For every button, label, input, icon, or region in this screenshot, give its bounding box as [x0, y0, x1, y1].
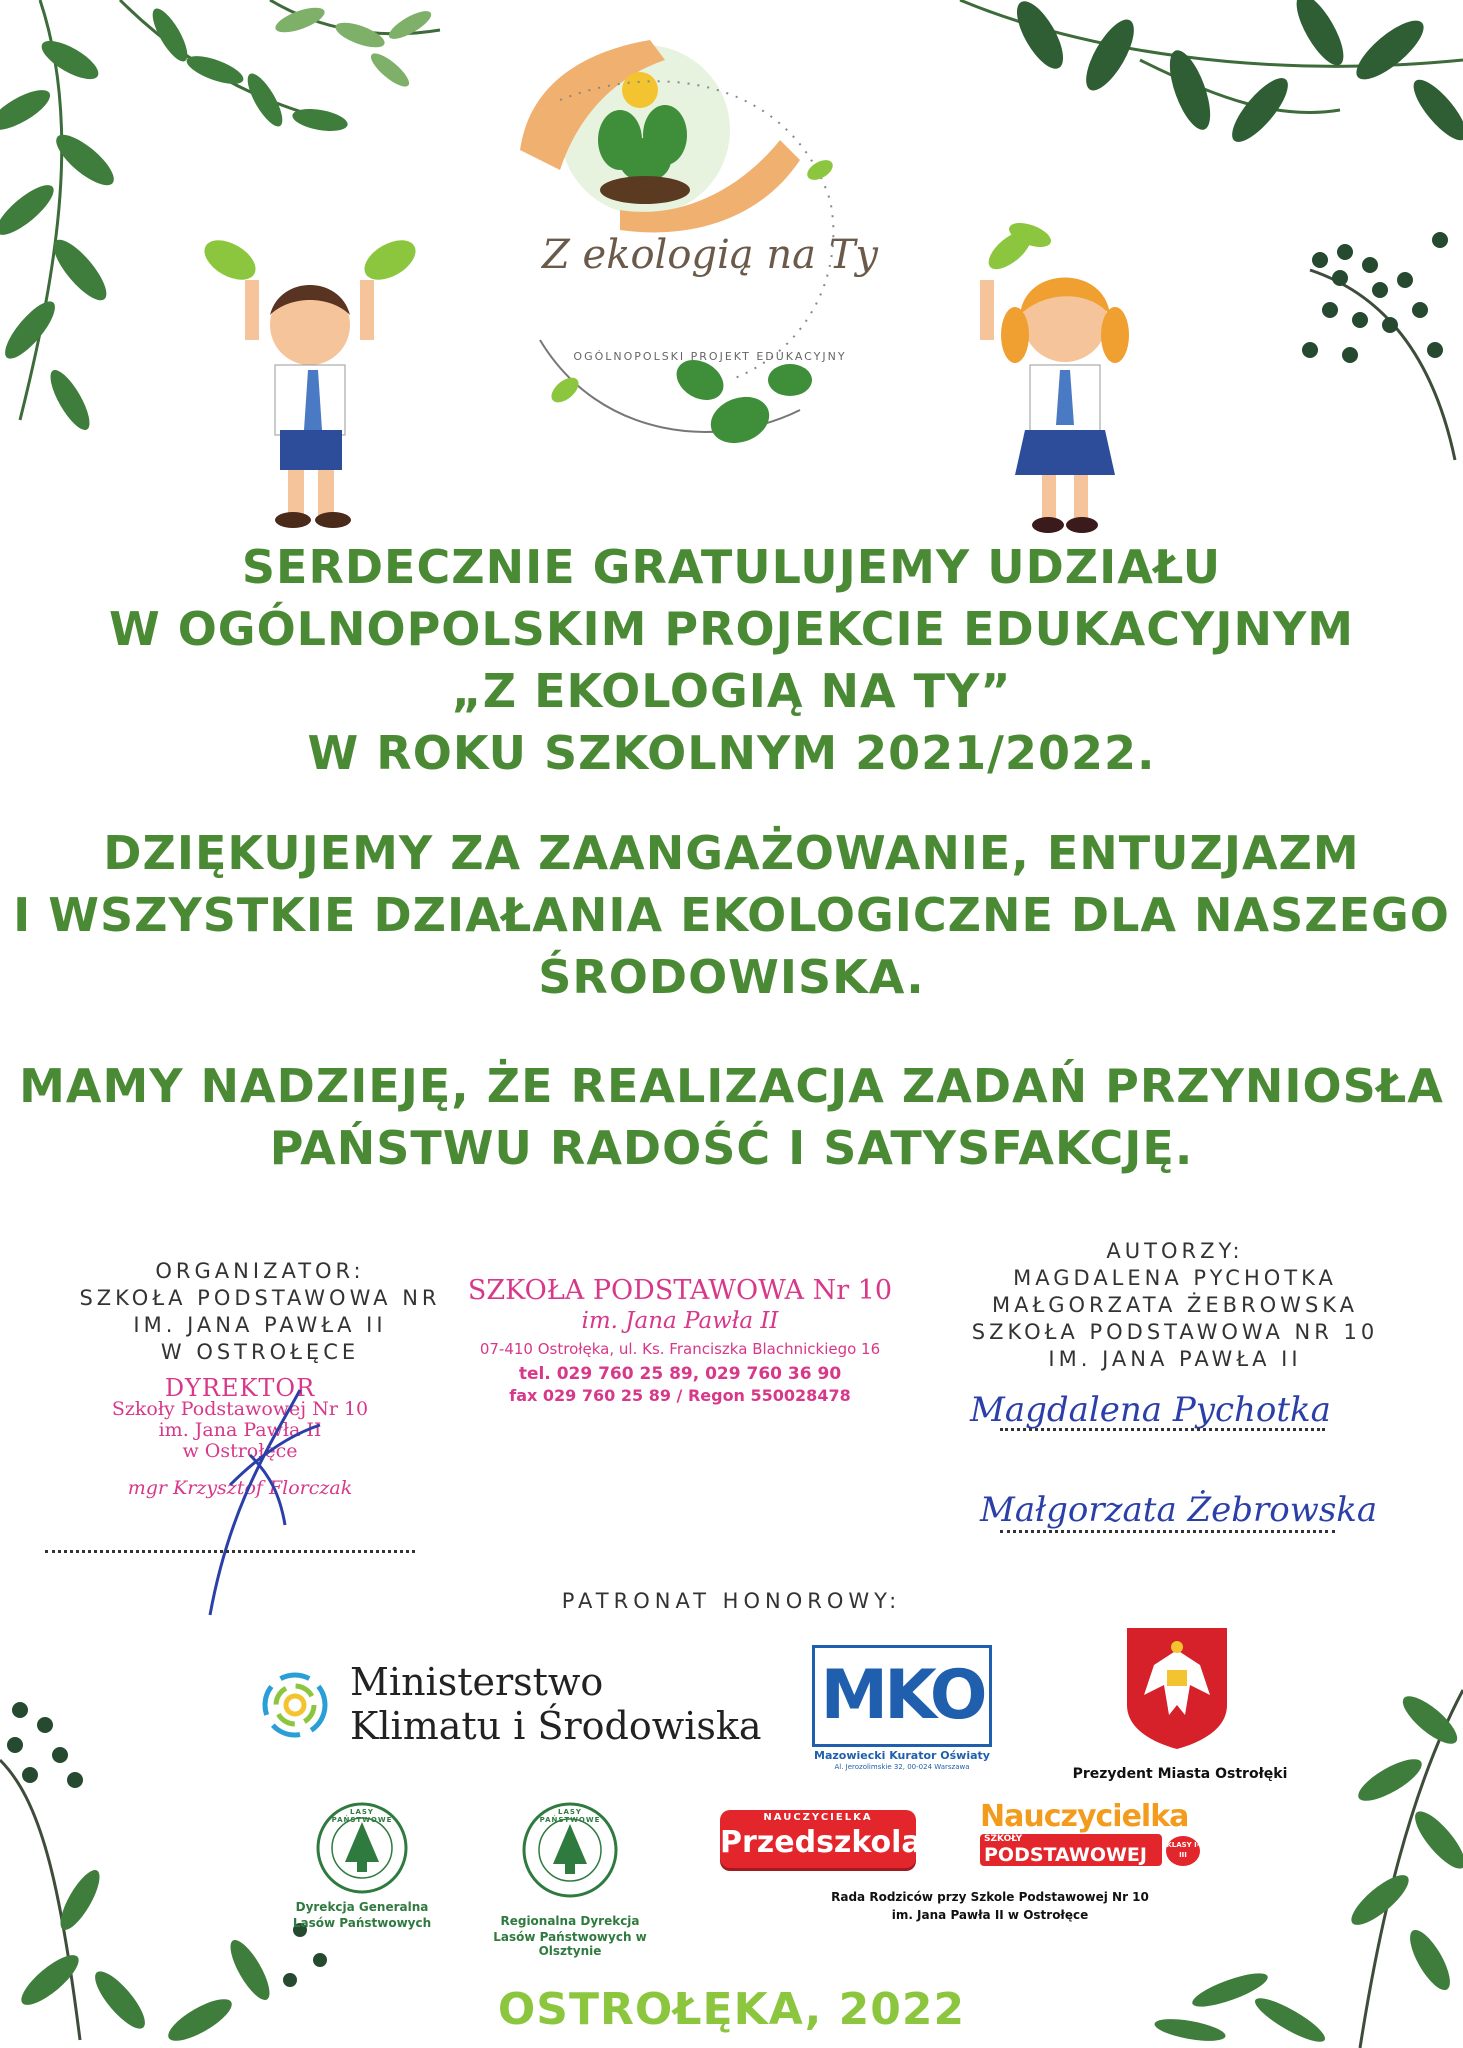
headline-line: ŚRODOWISKA.: [538, 950, 925, 1004]
nauczycielka-przedszkola-logo: [720, 1810, 922, 1868]
headline-thanks: [0, 822, 1463, 1008]
president-label: Prezydent Miasta Ostrołęki: [1072, 1766, 1288, 1782]
rada-rodzicow: [800, 1888, 1180, 1924]
headline-line: DZIĘKUJEMY ZA ZAANGAŻOWANIE, ENTUZJAZM: [103, 826, 1360, 880]
boy-illustration: [190, 230, 430, 540]
organizer-line: W OSTROŁĘCE: [160, 1340, 360, 1364]
mko-logo: [812, 1645, 992, 1770]
lp-regional-line: Regionalna Dyrekcja: [500, 1914, 640, 1928]
szkoly-label: SZKOŁY: [984, 1834, 1023, 1844]
authors-line: IM. JANA PAWŁA II: [1048, 1347, 1302, 1371]
mko-emblem: MKO: [812, 1645, 992, 1747]
director-stamp-line: w Ostrołęce: [182, 1440, 298, 1462]
headline-line: MAMY NADZIEJĘ, ŻE REALIZACJA ZADAŃ PRZYNIOSŁA: [19, 1059, 1444, 1113]
lp-regional-logo: [460, 1800, 680, 1958]
school-stamp-patron: im. Jana Pawła II: [581, 1308, 779, 1334]
headline-hope: [0, 1055, 1463, 1179]
headline-line: I WSZYSTKIE DZIAŁANIA EKOLOGICZNE DLA NASZEGO: [13, 888, 1450, 942]
lp-regional-line: Lasów Państwowych w Olsztynie: [493, 1930, 647, 1958]
leaves-top-right-decoration: [960, 0, 1463, 200]
organizer-label: ORGANIZATOR:: [155, 1259, 365, 1283]
school-stamp-fax: fax 029 760 25 89 / Regon 550028478: [509, 1386, 851, 1405]
authors-line: MAGDALENA PYCHOTKA: [1013, 1266, 1337, 1290]
organizer-block: [40, 1258, 480, 1366]
nauczycielka-podstawowej-logo: [978, 1800, 1204, 1870]
klasy-badge: KLASY I-III: [1166, 1836, 1200, 1866]
school-stamp: [440, 1275, 920, 1407]
lp-general-logo: [282, 1800, 442, 1940]
rada-line: im. Jana Pawła II w Ostrołęce: [891, 1908, 1089, 1922]
project-logo-subtitle: OGÓLNOPOLSKI PROJEKT EDUKACYJNY: [573, 350, 847, 363]
author-signature-line-1: [1000, 1428, 1325, 1431]
nauczycielka-label: Nauczycielka: [980, 1799, 1189, 1834]
berries-right-decoration: [1290, 230, 1463, 470]
headline-line: SERDECZNIE GRATULUJEMY UDZIAŁU: [241, 540, 1222, 594]
authors-line: MAŁGORZATA ŻEBROWSKA: [991, 1293, 1359, 1317]
headline-congratulations: [0, 536, 1463, 784]
school-stamp-phone: tel. 029 760 25 89, 029 760 36 90: [518, 1364, 842, 1384]
headline-line: „Z EKOLOGIĄ NA TY”: [451, 664, 1012, 718]
ministry-logo: [262, 1660, 782, 1750]
nauczycielka-top-label: NAUCZYCIELKA: [763, 1812, 873, 1823]
director-stamp-name: mgr Krzysztof Florczak: [127, 1477, 353, 1499]
girl-illustration: [960, 220, 1170, 550]
footer-city-year: OSTROŁĘKA, 2022: [497, 1984, 966, 2035]
ministry-name-line: Ministerstwo: [350, 1660, 604, 1704]
author-signature-1: Magdalena Pychotka: [970, 1390, 1331, 1430]
project-logo-title: Z ekologią na Ty: [542, 232, 878, 278]
ostroleka-coat-of-arms-icon: [1124, 1625, 1230, 1751]
ministry-name-line: Klimatu i Środowiska: [350, 1704, 762, 1748]
organizer-line: IM. JANA PAWŁA II: [133, 1313, 387, 1337]
patronage-label: PATRONAT HONOROWY:: [561, 1589, 902, 1613]
lp-ring-label: LASY PAŃSTWOWE: [539, 1808, 601, 1824]
project-logo: [500, 20, 920, 530]
organizer-line: SZKOŁA PODSTAWOWA NR: [79, 1286, 441, 1310]
rada-line: Rada Rodziców przy Szkole Podstawowej Nr 10: [831, 1890, 1149, 1904]
director-signature-line: [45, 1550, 415, 1553]
author-signature-line-2: [1000, 1530, 1335, 1533]
school-stamp-address: 07-410 Ostrołęka, ul. Ks. Franciszka Blachnickiego 16: [479, 1340, 881, 1358]
authors-label: AUTORZY:: [1106, 1239, 1244, 1263]
authors-line: SZKOŁA PODSTAWOWA NR 10: [971, 1320, 1379, 1344]
lp-general-line: Dyrekcja Generalna: [295, 1900, 429, 1914]
headline-line: W OGÓLNOPOLSKIM PROJEKCIE EDUKACYJNYM: [108, 602, 1355, 656]
headline-line: PAŃSTWU RADOŚĆ I SATYSFAKCJĘ.: [269, 1121, 1194, 1175]
lp-general-line: Lasów Państwowych: [292, 1916, 432, 1930]
headline-line: W ROKU SZKOLNYM 2021/2022.: [307, 726, 1156, 780]
director-stamp-line: im. Jana Pawła II: [158, 1419, 322, 1441]
authors-block: [940, 1238, 1410, 1371]
ministry-swirl-icon: [262, 1665, 328, 1745]
lp-ring-label: LASY PAŃSTWOWE: [331, 1808, 393, 1824]
przedszkola-label: Przedszkola: [720, 1825, 922, 1860]
director-stamp-line: Szkoły Podstawowej Nr 10: [111, 1398, 369, 1420]
director-stamp-title: DYREKTOR: [164, 1374, 316, 1402]
mko-name: Mazowiecki Kurator Oświaty: [814, 1749, 990, 1762]
podstawowej-label: PODSTAWOWEJ: [984, 1844, 1147, 1866]
mko-address: Al. Jerozolimskie 32, 00-024 Warszawa: [834, 1763, 970, 1771]
author-signature-2: Małgorzata Żebrowska: [980, 1490, 1378, 1530]
school-stamp-name: SZKOŁA PODSTAWOWA Nr 10: [467, 1275, 893, 1306]
